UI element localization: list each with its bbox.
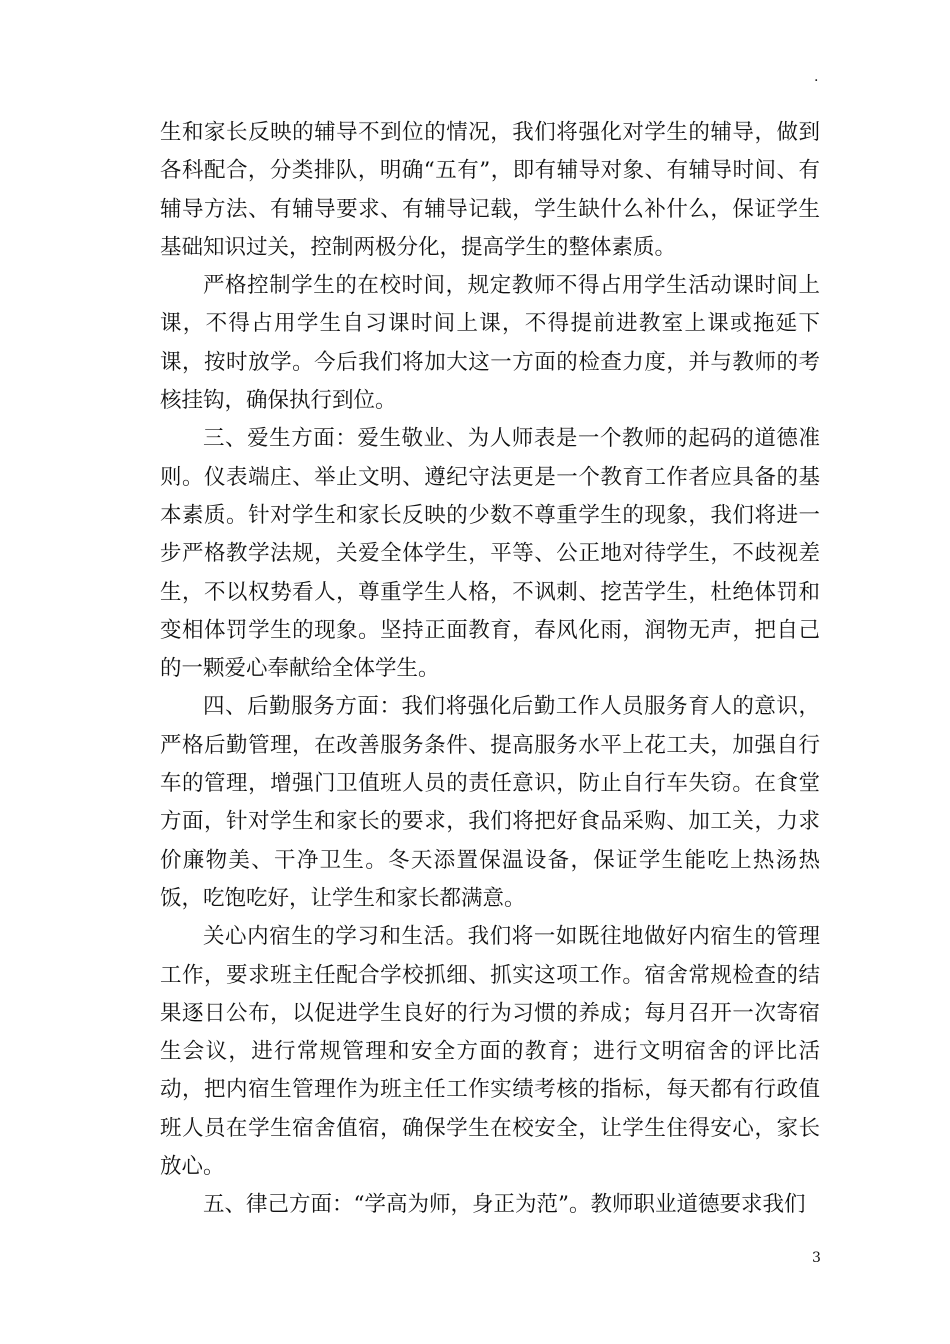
paragraph-self-discipline: 五、律己方面：“学高为师，身正为范”。教师职业道德要求我们 [203,1192,806,1218]
paragraph-caring-students: 三、爱生方面：爱生敬业、为人师表是一个教师的起码的道德准则。仪表端庄、举止文明、遵纪守法更是一个教育工作者应具备的基本素质。针对学生和家长反映的少数不尊重学生的现象，我们将进一步严格教学法规，关爱全体学生，平等、公正地对待学生，不歧视差生，不以权势看人，尊重学生人格，不讽刺、挖苦学生，杜绝体罚和变相体罚学生的现象。坚持正面教育，春风化雨，润物无声，把自己的一颗爱心奉献给全体学生。 [160,426,820,682]
document-body [160,114,820,1225]
paragraph-school-time: 严格控制学生的在校时间，规定教师不得占用学生活动课时间上课，不得占用学生自习课时间上课，不得提前进教室上课或拖延下课，按时放学。今后我们将加大这一方面的检查力度，并与教师的考核挂钩，确保执行到位。 [160,273,820,414]
paragraph-logistics-service: 四、后勤服务方面：我们将强化后勤工作人员服务育人的意识，严格后勤管理，在改善服务条件、提高服务水平上花工夫，加强自行车的管理，增强门卫值班人员的责任意识，防止自行车失窃。在食堂方面，针对学生和家长的要求，我们将把好食品采购、加工关，力求价廉物美、干净卫生。冬天添置保温设备，保证学生能吃上热汤热饭，吃饱吃好，让学生和家长都满意。 [160,694,820,911]
paragraph-continuation: 生和家长反映的辅导不到位的情况，我们将强化对学生的辅导，做到各科配合，分类排队，明确“五有”，即有辅导对象、有辅导时间、有辅导方法、有辅导要求、有辅导记载，学生缺什么补什么，保证学生基础知识过关，控制两极分化，提高学生的整体素质。 [160,120,820,260]
page-number: 3 [812,1250,821,1266]
paragraph-boarding-students: 关心内宿生的学习和生活。我们将一如既往地做好内宿生的管理工作，要求班主任配合学校抓细、抓实这项工作。宿舍常规检查的结果逐日公布，以促进学生良好的行为习惯的养成；每月召开一次寄宿生会议，进行常规管理和安全方面的教育；进行文明宿舍的评比活动，把内宿生管理作为班主任工作实绩考核的指标，每天都有行政值班人员在学生宿舍值宿，确保学生在校安全，让学生住得安心，家长放心。 [160,924,820,1180]
header-mark: . [814,69,819,85]
